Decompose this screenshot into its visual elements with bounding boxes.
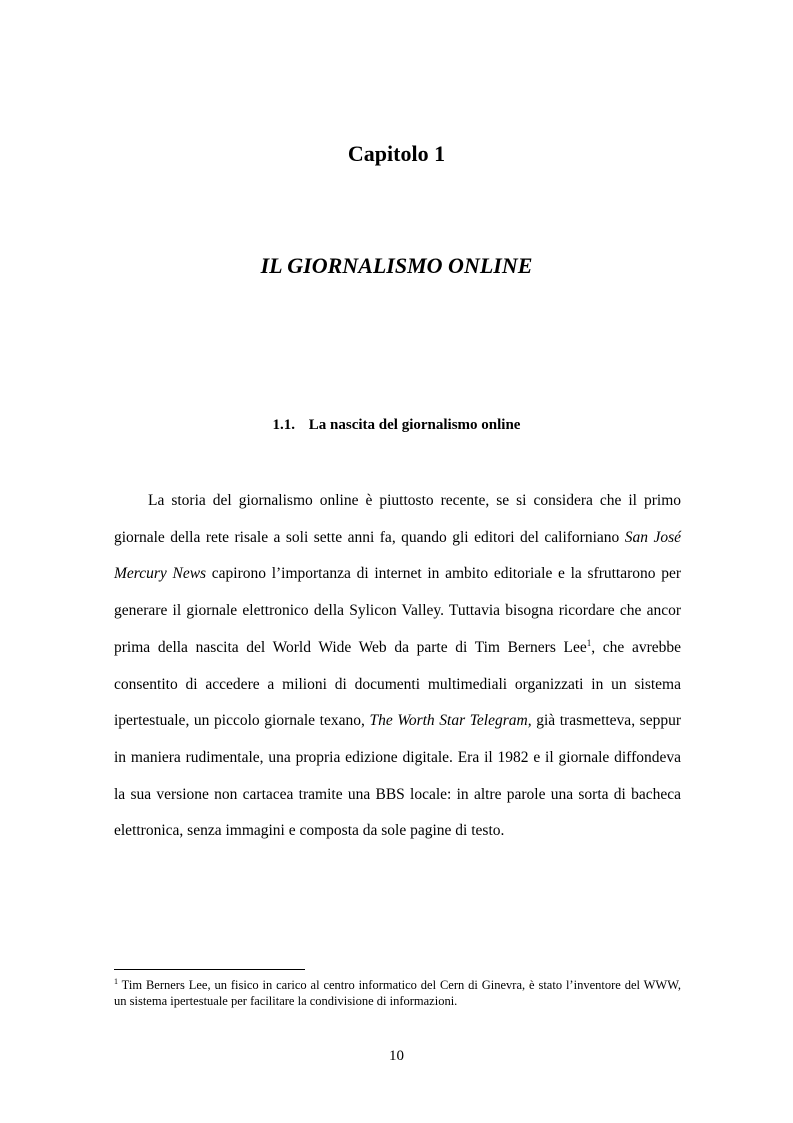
- newspaper-name-san-jose: San José Mercury News: [114, 528, 682, 583]
- footnote-text: Tim Berners Lee, un fisico in carico al centro informatico del Cern di Ginevra, è stato l’inventore del WWW, un sistema ipertestuale per facilitare la condivisione di informazioni.: [114, 978, 681, 1008]
- footnote-reference[interactable]: 1: [586, 637, 592, 648]
- paragraph-text-4: già trasmetteva, seppur in maniera rudimentale, una propria edizione digitale. Era il 1982 e il giornale diffondeva la sua versione non cartacea tramite una BBS locale: in altre parole una sorta di bacheca elettronica, senza immagini e composta da sole pagine di testo.: [114, 712, 681, 840]
- body-paragraph: [114, 483, 681, 850]
- page-number: 10: [389, 1048, 404, 1064]
- section-number: 1.1.: [272, 417, 296, 433]
- paragraph-text-3: , che avrebbe consentito di accedere a milioni di documenti multimediali organizzati in un sistema ipertestuale, un piccolo giornale texano,: [114, 638, 682, 730]
- footnote: [114, 977, 681, 1009]
- paragraph-text-2: capirono l’importanza di internet in ambito editoriale e la sfruttarono per generare il giornale elettronico della Sylicon Valley. Tuttavia bisogna ricordare che ancor prima della nascita del World Wide Web da parte di Tim Berners Lee: [114, 565, 681, 656]
- newspaper-name-worth-star: The Worth Star Telegram,: [369, 712, 532, 730]
- chapter-title: IL GIORNALISMO ONLINE: [260, 253, 533, 278]
- footnote-divider: [114, 969, 305, 970]
- section-heading: [0, 417, 793, 434]
- footnote-marker: 1: [114, 976, 118, 986]
- section-title: La nascita del giornalismo online: [308, 417, 521, 433]
- chapter-label: Capitolo 1: [347, 141, 446, 166]
- paragraph-text-1: La storia del giornalismo online è piuttosto recente, se si considera che il primo giornale della rete risale a soli sette anni fa, quando gli editori del californiano: [114, 492, 681, 546]
